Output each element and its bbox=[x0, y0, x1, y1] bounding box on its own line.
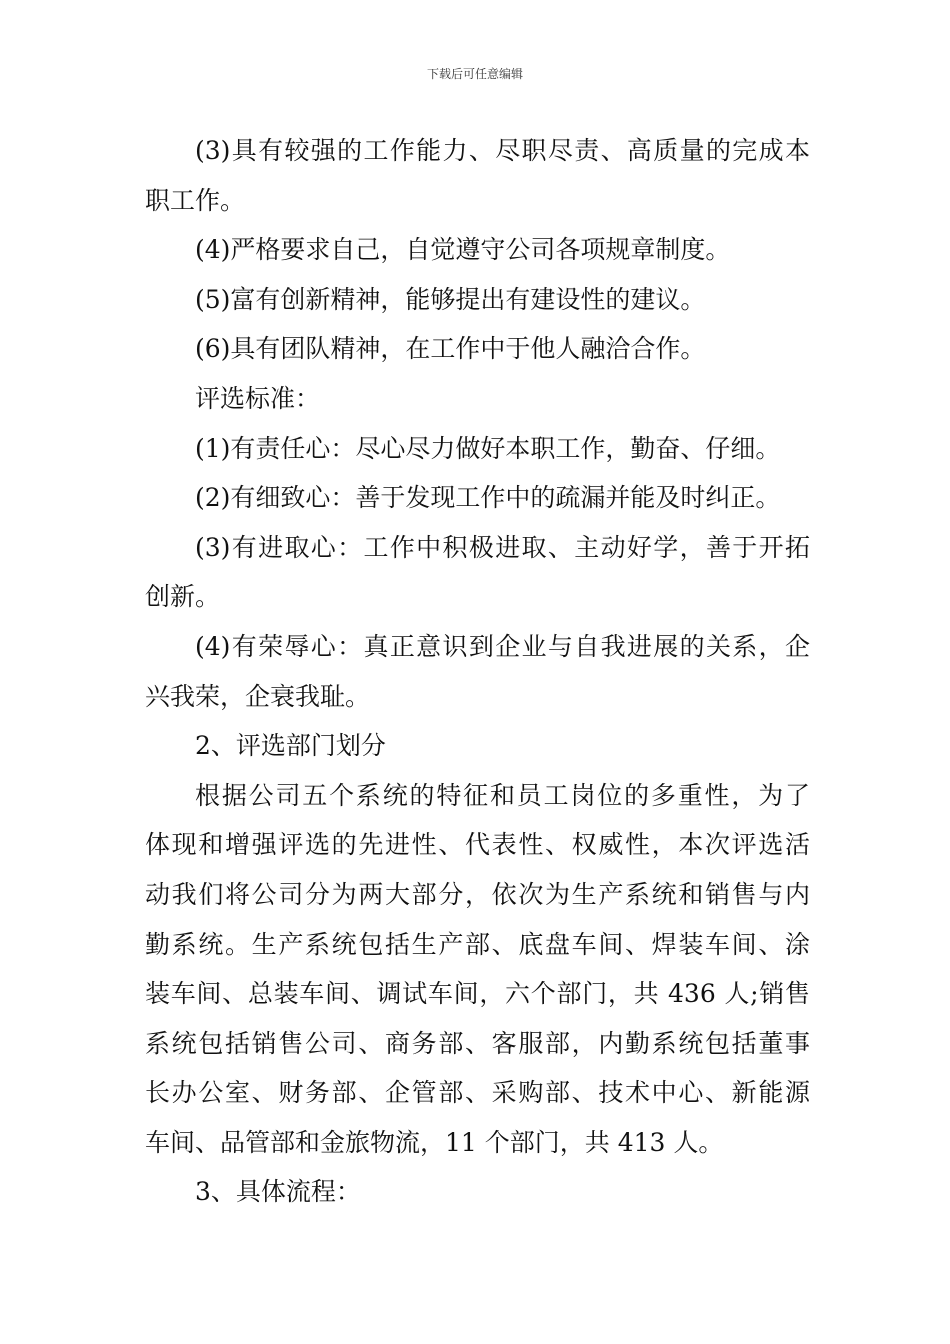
text-line: 长办公室、财务部、企管部、采购部、技术中心、新能源 bbox=[145, 1078, 810, 1108]
text-line: (5)富有创新精神，能够提出有建设性的建议。 bbox=[195, 284, 706, 314]
paragraph-criteria-1 bbox=[145, 424, 810, 474]
paragraph-criteria-4 bbox=[145, 622, 810, 721]
paragraph-qualification-5 bbox=[145, 275, 810, 325]
document-body bbox=[145, 126, 810, 1217]
paragraph-criteria-3 bbox=[145, 523, 810, 622]
paragraph-qualification-3 bbox=[145, 126, 810, 225]
text-line: 动我们将公司分为两大部分，依次为生产系统和销售与内 bbox=[145, 879, 810, 909]
text-line: (3)有进取心：工作中积极进取、主动好学，善于开拓 bbox=[195, 532, 810, 562]
text-line: 3、具体流程： bbox=[195, 1177, 361, 1207]
text-line: 评选标准： bbox=[195, 383, 321, 413]
paragraph-criteria-2 bbox=[145, 473, 810, 523]
heading-selection-criteria bbox=[145, 374, 810, 424]
text-line: 根据公司五个系统的特征和员工岗位的多重性，为了 bbox=[195, 780, 810, 810]
text-line: 创新。 bbox=[145, 582, 221, 612]
text-line: 装车间、总装车间、调试车间，六个部门，共 436 人;销售 bbox=[145, 979, 810, 1009]
page-header: 下载后可任意编辑 bbox=[426, 67, 523, 81]
text-line: (3)具有较强的工作能力、尽职尽责、高质量的完成本 bbox=[195, 136, 810, 165]
text-line: (4)严格要求自己，自觉遵守公司各项规章制度。 bbox=[195, 235, 731, 265]
text-line: 2、评选部门划分 bbox=[195, 731, 386, 761]
text-line: (2)有细致心：善于发现工作中的疏漏并能及时纠正。 bbox=[195, 483, 781, 513]
text-line: 兴我荣，企衰我耻。 bbox=[145, 681, 371, 711]
heading-specific-process bbox=[145, 1167, 810, 1217]
paragraph-department-details bbox=[145, 771, 810, 1168]
paragraph-qualification-6 bbox=[145, 324, 810, 374]
text-line: 职工作。 bbox=[145, 185, 246, 215]
heading-department-division bbox=[145, 721, 810, 771]
text-line: 勤系统。生产系统包括生产部、底盘车间、焊装车间、涂 bbox=[145, 929, 810, 959]
text-line: 车间、品管部和金旅物流，11 个部门，共 413 人。 bbox=[145, 1127, 724, 1157]
text-line: (4)有荣辱心：真正意识到企业与自我进展的关系，企 bbox=[195, 631, 810, 661]
text-line: (1)有责任心：尽心尽力做好本职工作，勤奋、仔细。 bbox=[195, 433, 781, 463]
text-line: 系统包括销售公司、商务部、客服部，内勤系统包括董事 bbox=[145, 1028, 810, 1058]
text-line: 体现和增强评选的先进性、代表性、权威性，本次评选活 bbox=[145, 830, 810, 860]
paragraph-qualification-4 bbox=[145, 225, 810, 275]
text-line: (6)具有团队精神，在工作中于他人融洽合作。 bbox=[195, 334, 706, 364]
